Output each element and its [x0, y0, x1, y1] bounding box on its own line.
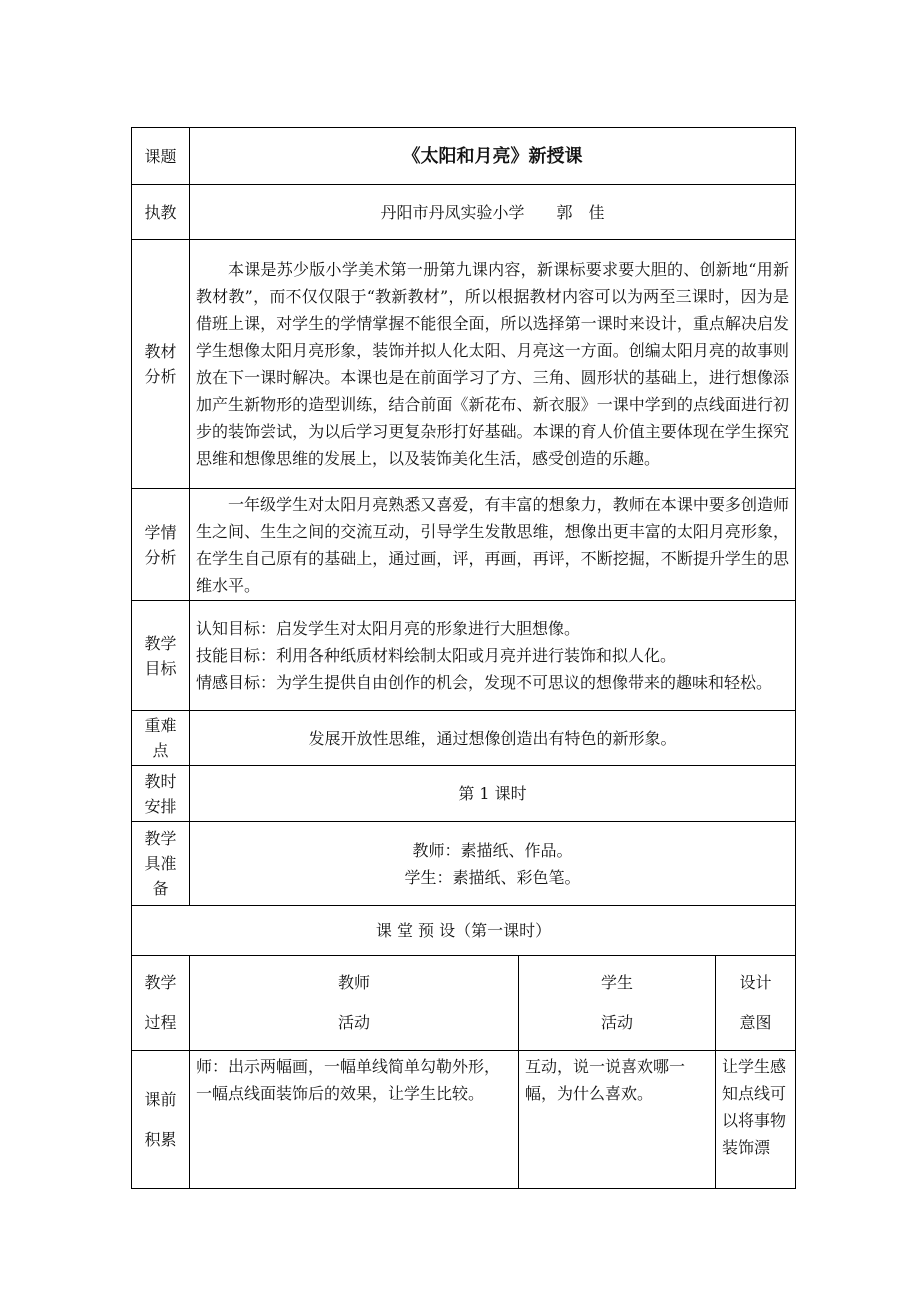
row-students	[132, 489, 796, 601]
prep-student: 学生：素描纸、彩色笔。	[404, 867, 581, 887]
row-material	[132, 240, 796, 489]
goals-label: 教学目标	[132, 601, 190, 711]
prep-teacher: 教师：素描纸、作品。	[412, 840, 573, 860]
row-teacher	[132, 185, 796, 240]
row-key	[132, 711, 796, 766]
teacher-info	[190, 185, 796, 240]
header-stage: 教学 过程	[132, 956, 190, 1051]
goals-list	[190, 601, 796, 711]
lesson-plan-table	[131, 127, 796, 1189]
key-points: 发展开放性思维，通过想像创造出有特色的新形象。	[190, 711, 796, 766]
teacher-activity-cell: 师：出示两幅画，一幅单线简单勾勒外形，一幅点线面装饰后的效果，让学生比较。	[190, 1051, 519, 1189]
section-title: 课 堂 预 设（第一课时）	[132, 906, 796, 956]
teacher-name: 郭 佳	[556, 202, 605, 222]
lesson-title: 《太阳和月亮》新授课	[190, 128, 796, 185]
table-row	[132, 1051, 796, 1189]
student-activity-cell: 互动，说一说喜欢哪一幅，为什么喜欢。	[519, 1051, 716, 1189]
row-prep	[132, 822, 796, 906]
stage-cell: 课前 积累	[132, 1051, 190, 1189]
goal-emotion: 情感目标：为学生提供自由创作的机会，发现不可思议的想像带来的趣味和轻松。	[196, 673, 773, 692]
prep-items	[190, 822, 796, 906]
row-time	[132, 766, 796, 822]
material-label: 教材分析	[132, 240, 190, 489]
school-name: 丹阳市丹凤实验小学	[380, 202, 525, 222]
students-label: 学情分析	[132, 489, 190, 601]
goal-skill: 技能目标：利用各种纸质材料绘制太阳或月亮并进行装饰和拟人化。	[196, 646, 677, 665]
row-title	[132, 128, 796, 185]
time-label: 教时安排	[132, 766, 190, 822]
teacher-label: 执教	[132, 185, 190, 240]
design-intent-cell: 让学生感知点线可以将事物装饰漂	[716, 1051, 796, 1189]
header-student-activity: 学生 活动	[519, 956, 716, 1051]
row-section	[132, 906, 796, 956]
key-label: 重难点	[132, 711, 190, 766]
header-teacher-activity: 教师 活动	[190, 956, 519, 1051]
row-goals	[132, 601, 796, 711]
material-analysis: 本课是苏少版小学美术第一册第九课内容，新课标要求要大胆的、创新地“用新教材教”，而不仅仅限于“教新教材”，所以根据教材内容可以为两至三课时，因为是借班上课，对学生的学情掌握不能很全面，所以选择第一课时来设计，重点解决启发学生想像太阳月亮形象，装饰并拟人化太阳、月亮这一方面。创编太阳月亮的故事则放在下一课时解决。本课也是在前面学习了方、三角、圆形状的基础上，进行想像添加产生新物形的造型训练，结合前面《新花布、新衣服》一课中学到的点线面进行初步的装饰尝试，为以后学习更复杂形打好基础。本课的育人价值主要体现在学生探究思维和想像思维的发展上，以及装饰美化生活，感受创造的乐趣。	[190, 240, 796, 489]
row-process-header	[132, 956, 796, 1051]
title-label: 课题	[132, 128, 190, 185]
lesson-time: 第 1 课时	[190, 766, 796, 822]
goal-cognitive: 认知目标：启发学生对太阳月亮的形象进行大胆想像。	[196, 619, 581, 638]
students-analysis: 一年级学生对太阳月亮熟悉又喜爱，有丰富的想象力，教师在本课中要多创造师生之间、生生之间的交流互动，引导学生发散思维，想像出更丰富的太阳月亮形象，在学生自己原有的基础上，通过画，评，再画，再评，不断挖掘，不断提升学生的思维水平。	[190, 489, 796, 601]
prep-label: 教学具准备	[132, 822, 190, 906]
header-design-intent: 设计 意图	[716, 956, 796, 1051]
